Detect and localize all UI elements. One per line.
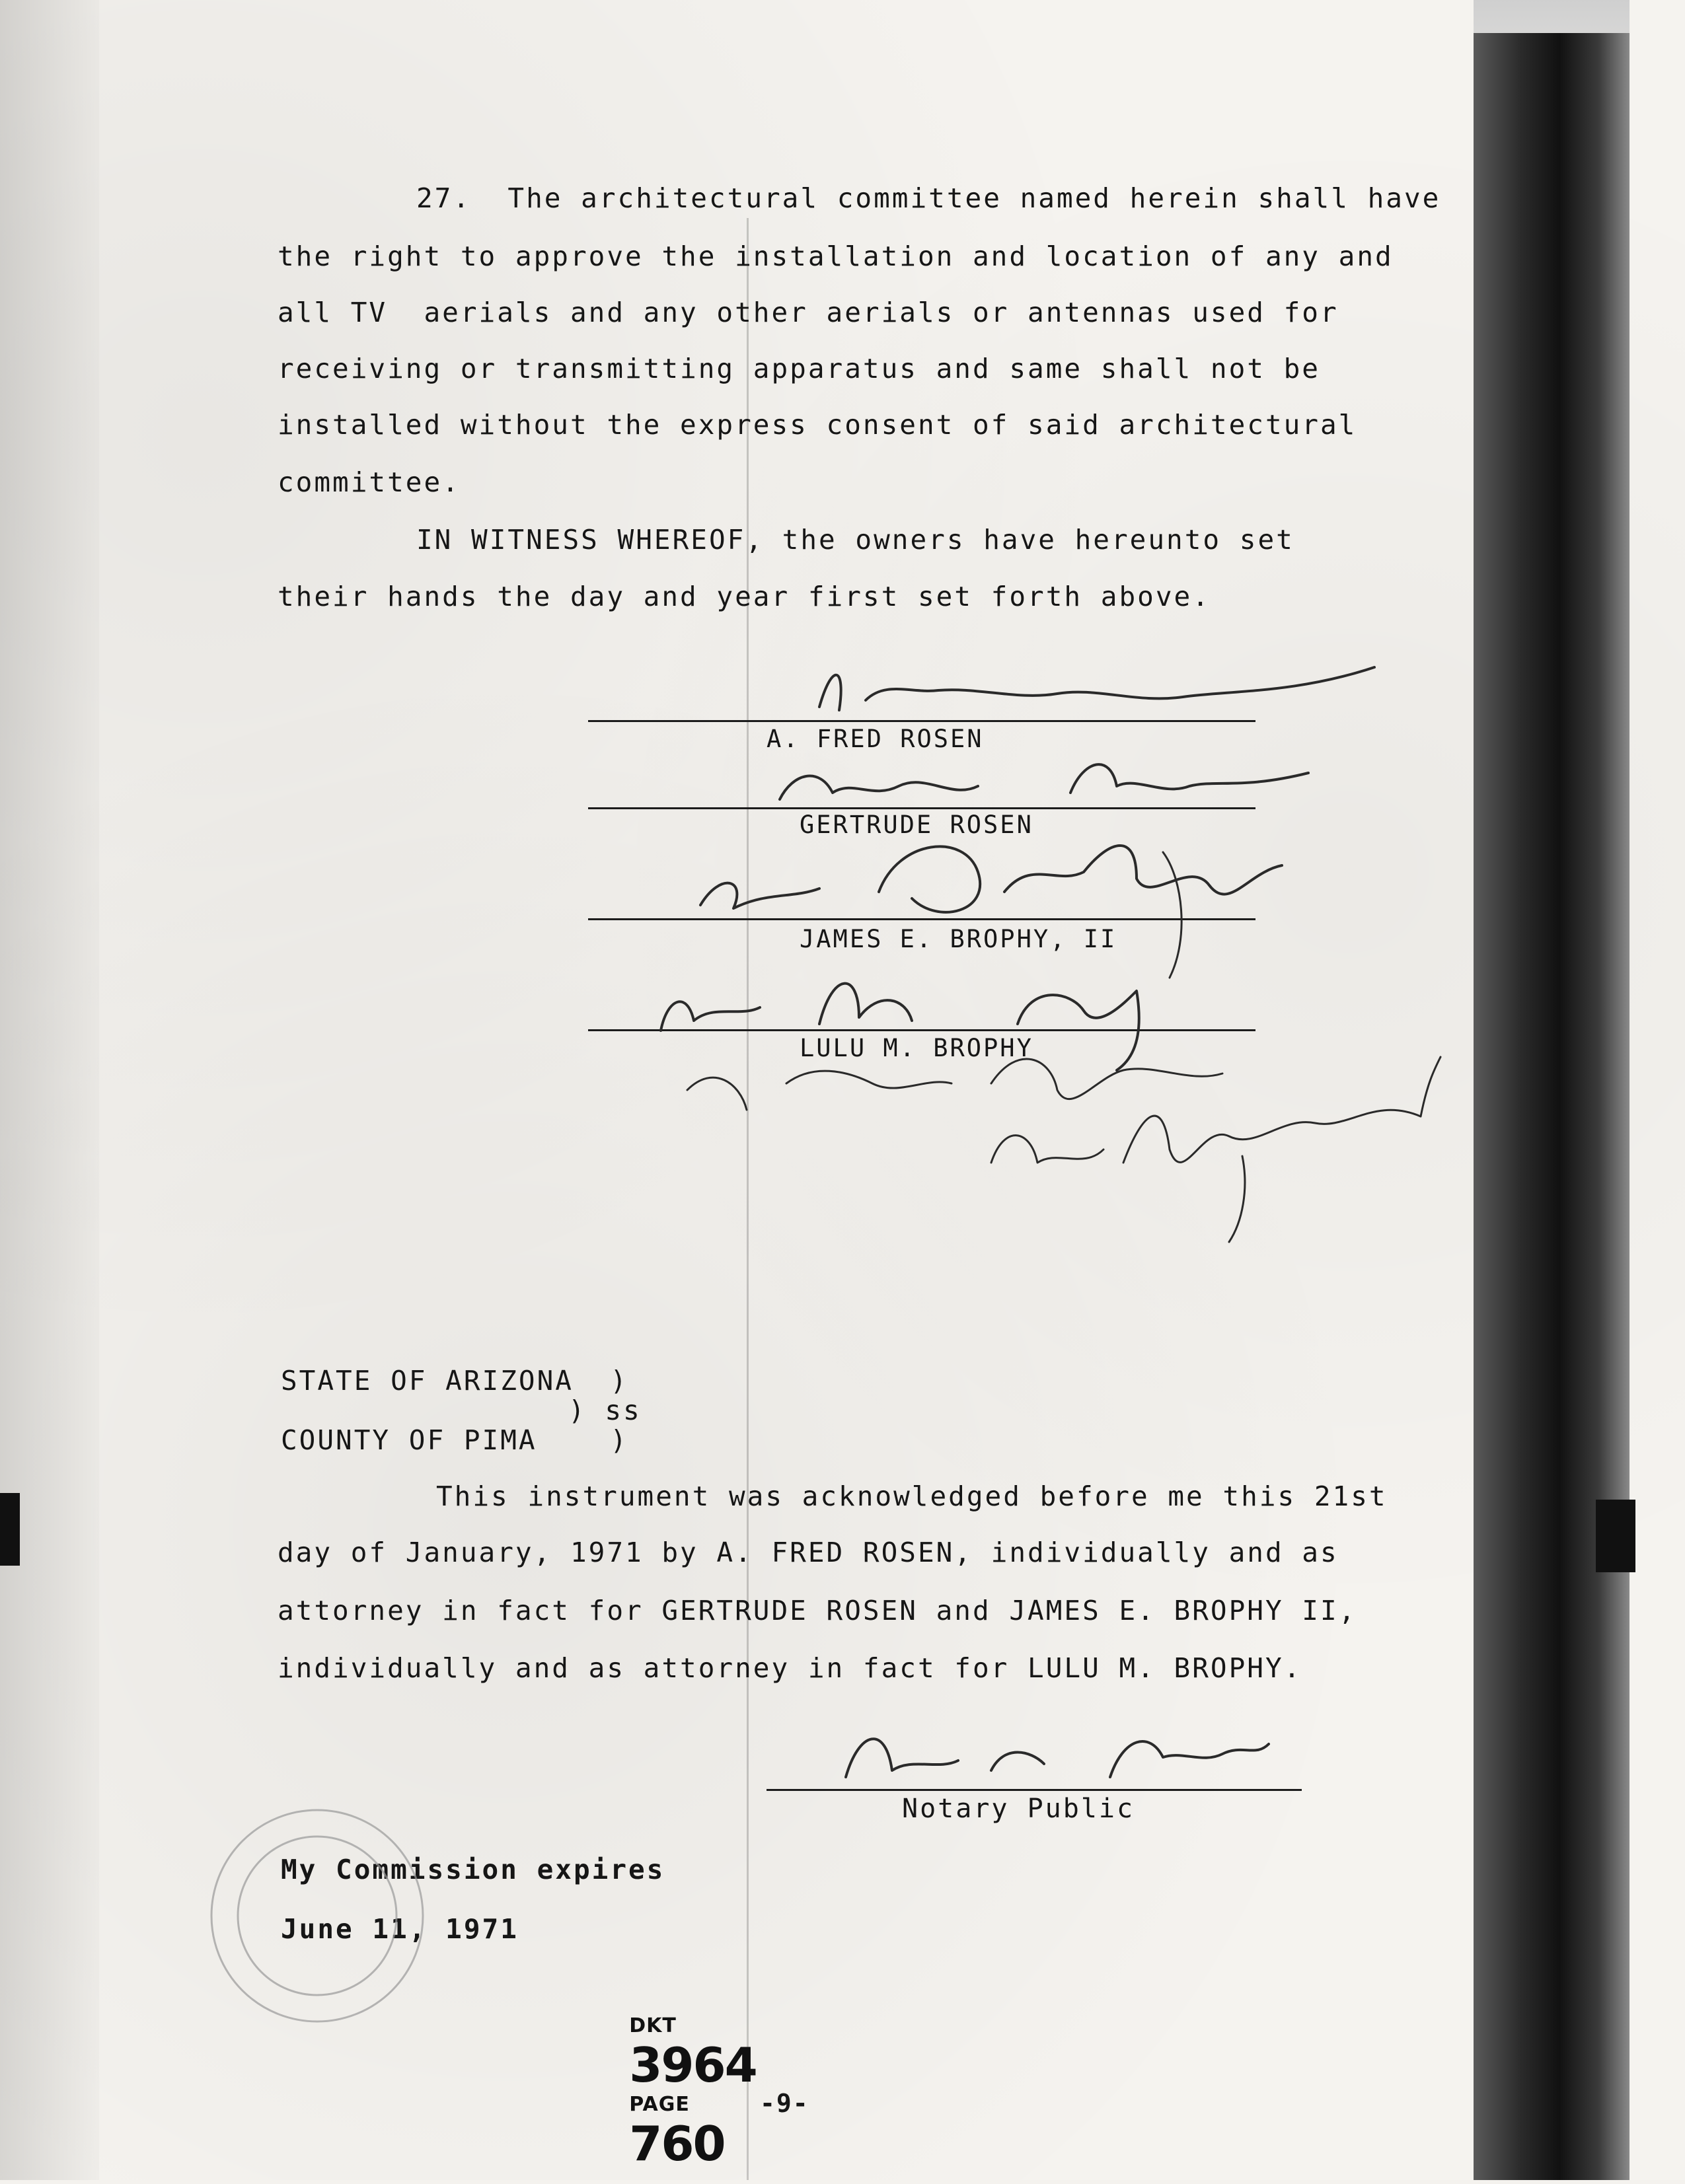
notary-title: Notary Public xyxy=(902,1794,1135,1824)
docket-label: DKT xyxy=(629,2014,677,2037)
paragraph-27-line-5: installed without the express consent of said architectural xyxy=(278,409,1357,441)
venue-county: COUNTY OF PIMA ) xyxy=(281,1424,628,1456)
witness-line-1: IN WITNESS WHEREOF, the owners have hereunto set xyxy=(416,524,1294,556)
signatory-name-gertrude-rosen: GERTRUDE ROSEN xyxy=(800,811,1033,839)
paragraph-27-line-3: all TV aerials and any other aerials or antennas used for xyxy=(278,297,1339,328)
acknowledgment-line-3: attorney in fact for GERTRUDE ROSEN and JAMES E. BROPHY II, xyxy=(278,1595,1357,1626)
signatory-name-a-fred-rosen: A. FRED ROSEN xyxy=(767,725,984,753)
paragraph-27-line-2: the right to approve the installation and location of any and xyxy=(278,240,1394,272)
witness-line-2: their hands the day and year first set forth above. xyxy=(278,581,1211,612)
venue-state: STATE OF ARIZONA ) xyxy=(281,1365,628,1397)
recording-reference xyxy=(615,2002,757,2184)
recording-page-number: 760 xyxy=(629,2116,725,2171)
page-number: -9- xyxy=(760,2089,809,2118)
acknowledgment-line-2: day of January, 1971 by A. FRED ROSEN, individually and as xyxy=(278,1537,1339,1568)
paragraph-27-line-1: 27. The architectural committee named herein shall have xyxy=(416,182,1441,214)
paragraph-27-line-4: receiving or transmitting apparatus and same shall not be xyxy=(278,353,1320,384)
docket-number: 3964 xyxy=(629,2037,757,2093)
acknowledgment-line-4: individually and as attorney in fact for LULU M. BROPHY. xyxy=(278,1652,1302,1684)
commission-label: My Commission expires xyxy=(281,1854,665,1885)
paragraph-27-line-6: committee. xyxy=(278,466,461,498)
page-label: PAGE xyxy=(629,2093,690,2116)
acknowledgment-line-1: This instrument was acknowledged before me this 21st xyxy=(436,1480,1388,1512)
commission-date: June 11, 1971 xyxy=(281,1913,519,1945)
venue-ss: ) ss xyxy=(568,1395,642,1426)
signatory-name-james-brophy: JAMES E. BROPHY, II xyxy=(800,925,1117,953)
signatory-name-lulu-brophy: LULU M. BROPHY xyxy=(800,1034,1033,1062)
